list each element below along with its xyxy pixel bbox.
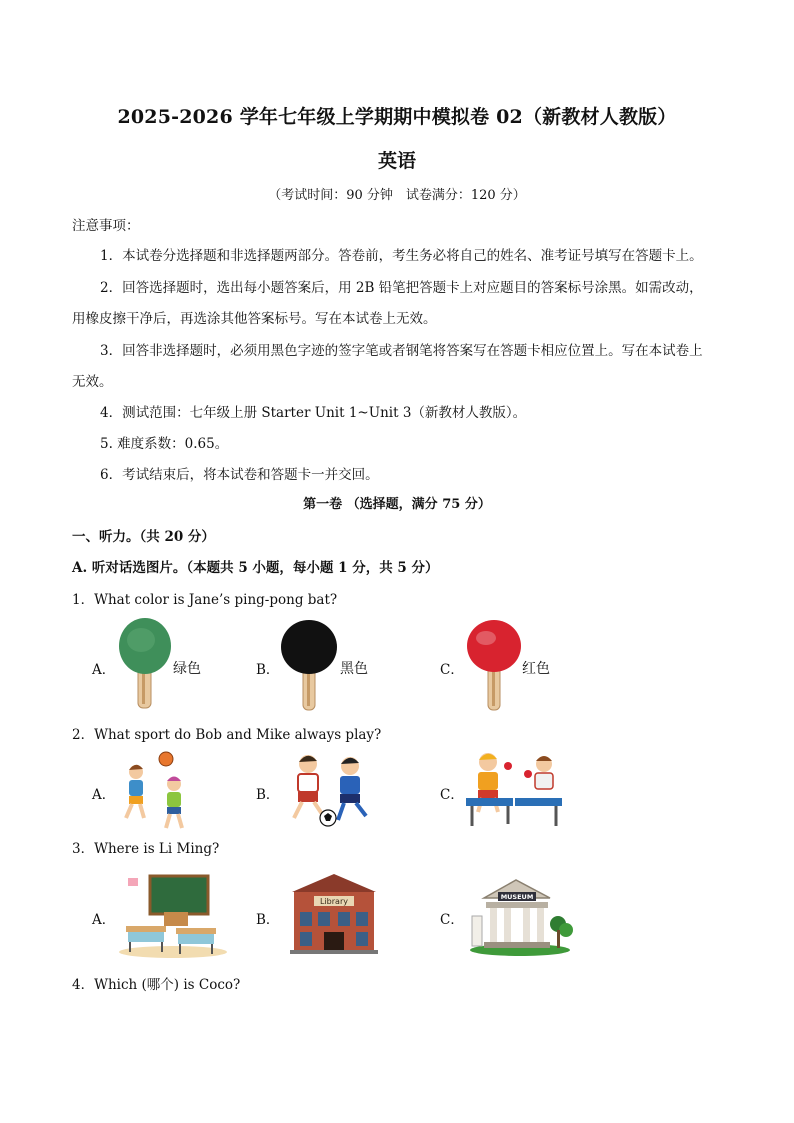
notes-item-6: 6．考试结束后，将本试卷和答题卡一并交回。 xyxy=(100,467,379,483)
q2-option-c-label[interactable]: C． xyxy=(440,787,464,803)
q3-option-b-label[interactable]: B． xyxy=(256,912,280,928)
question-3-text: 3．Where is Li Ming? xyxy=(72,841,220,857)
q1-option-b-label[interactable]: B． xyxy=(256,662,280,678)
part1-heading: 第一卷 （选择题，满分 75 分） xyxy=(303,497,491,512)
exam-subject: 英语 xyxy=(377,150,416,172)
question-1-text: 1．What color is Jane’s ping-pong bat? xyxy=(72,592,338,608)
museum-sign-text: MUSEUM xyxy=(500,893,534,901)
section-a-heading: A. 听对话选图片。（本题共 5 小题，每小题 1 分，共 5 分） xyxy=(72,560,439,576)
black-ping-pong-bat-image xyxy=(280,620,340,714)
museum-building-image xyxy=(470,876,574,958)
notes-heading: 注意事项： xyxy=(72,218,140,234)
q1-option-c-label[interactable]: C． xyxy=(440,662,464,678)
q1-option-a-label[interactable]: A． xyxy=(92,662,116,678)
notes-item-2: 2．回答选择题时，选出每小题答案后，用 2B 铅笔把答题卡上对应题目的答案标号涂黑。如需改动， xyxy=(100,280,703,296)
library-building-image xyxy=(286,872,382,956)
q1-caption-red: 红色 xyxy=(522,661,550,677)
q1-caption-black: 黑色 xyxy=(340,661,368,677)
exam-title: 2025-2026 学年七年级上学期期中模拟卷 02（新教材人教版） xyxy=(117,106,677,128)
question-2-text: 2．What sport do Bob and Mike always play? xyxy=(72,727,382,743)
q3-option-a-label[interactable]: A． xyxy=(92,912,116,928)
q1-caption-green: 绿色 xyxy=(173,661,201,677)
notes-item-1: 1．本试卷分选择题和非选择题两部分。答卷前，考生务必将自己的姓名、准考证号填写在答题卡上。 xyxy=(100,248,703,264)
question-4-text: 4．Which (哪个) is Coco? xyxy=(72,977,241,993)
notes-item-3: 3．回答非选择题时，必须用黑色字迹的签字笔或者钢笔将答案写在答题卡相应位置上。写在本试卷上 xyxy=(100,343,703,359)
library-sign-text: Library xyxy=(320,897,348,906)
q3-option-c-label[interactable]: C． xyxy=(440,912,464,928)
section-listening-heading: 一、听力。（共 20 分） xyxy=(72,529,215,545)
exam-time-info: （考试时间：90 分钟 试卷满分：120 分） xyxy=(268,188,526,203)
notes-item-3-cont: 无效。 xyxy=(72,374,113,390)
q2-option-a-label[interactable]: A． xyxy=(92,787,116,803)
notes-item-5: 5. 难度系数：0.65。 xyxy=(100,436,229,452)
red-ping-pong-bat-image xyxy=(466,620,524,714)
notes-item-2-cont: 用橡皮擦干净后，再选涂其他答案标号。写在本试卷上无效。 xyxy=(72,311,437,327)
green-ping-pong-bat-image xyxy=(118,618,174,712)
basketball-players-image xyxy=(116,750,196,830)
notes-item-4: 4．测试范围：七年级上册 Starter Unit 1~Unit 3（新教材人教版）。 xyxy=(100,405,527,421)
ping-pong-players-image xyxy=(464,748,564,830)
q2-option-b-label[interactable]: B． xyxy=(256,787,280,803)
soccer-players-image xyxy=(286,752,382,830)
classroom-image xyxy=(118,872,228,958)
